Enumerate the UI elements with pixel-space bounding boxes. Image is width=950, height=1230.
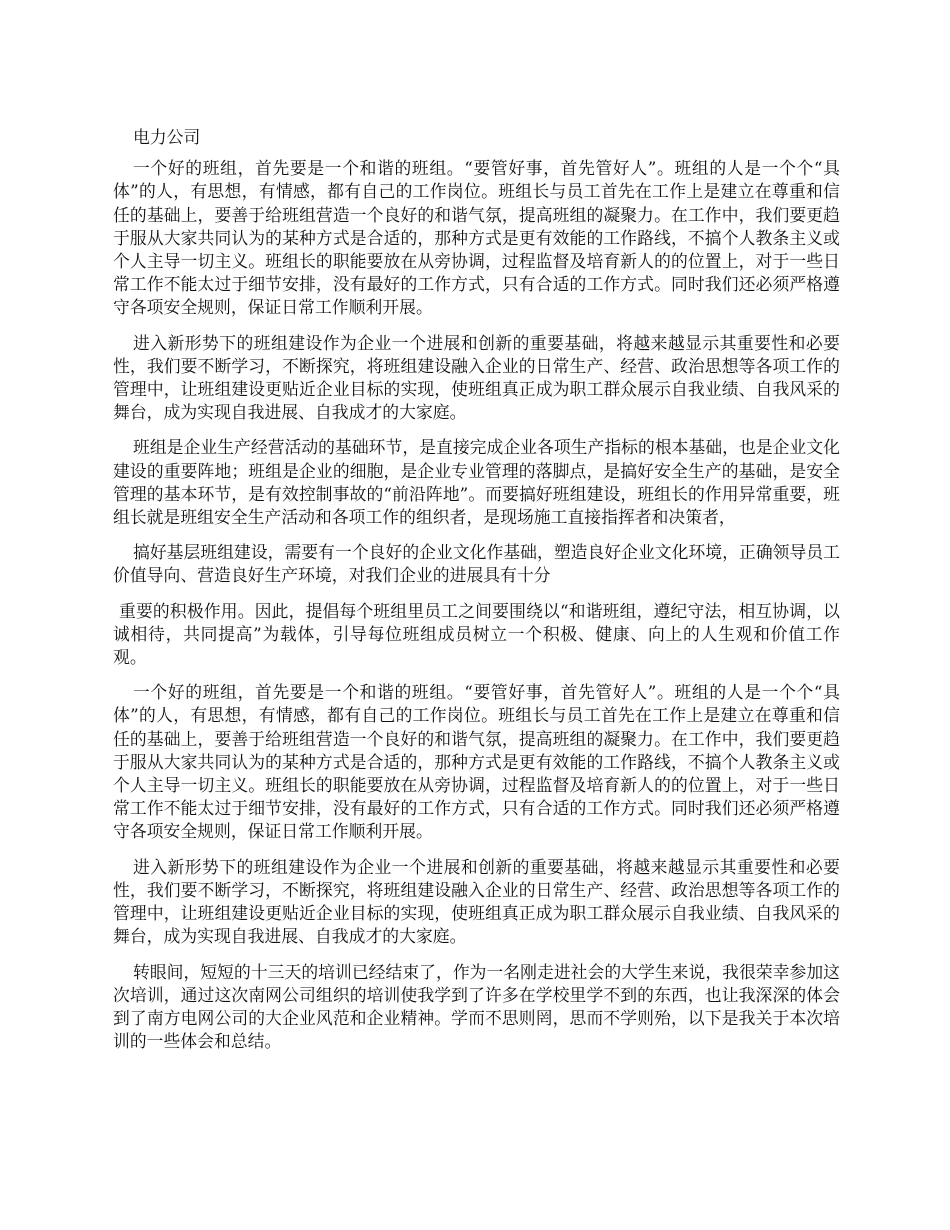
document-heading: 电力公司 [133, 127, 201, 147]
paragraph-2: 进入新形势下的班组建设作为企业一个进展和创新的重要基础，将越来越显示其重要性和必要性，我们要不断学习，不断探究，将班组建设融入企业的日常生产、经营、政治思想等各项工作的管理中，让班组建设更贴近企业目标的实现，使班组真正成为职工群众展示自我业绩、自我风采的舞台，成为实现自我进展、自我成才的大家庭。 [113, 332, 840, 423]
paragraph-3: 班组是企业生产经营活动的基础环节，是直接完成企业各项生产指标的根本基础，也是企业文化建设的重要阵地；班组是企业的细胞，是企业专业管理的落脚点，是搞好安全生产的基础，是安全管理的基本环节，是有效控制事故的“前沿阵地”。而要搞好班组建设，班组长的作用异常重要，班组长就是班组安全生产活动和各项工作的组织者，是现场施工直接指挥者和决策者， [113, 437, 840, 528]
paragraph-6: 一个好的班组，首先要是一个和谐的班组。“要管好事，首先管好人”。班组的人是一个个“具体”的人，有思想，有情感，都有自己的工作岗位。班组长与员工首先在工作上是建立在尊重和信任的基础上，要善于给班组营造一个良好的和谐气氛，提高班组的凝聚力。在工作中，我们要更趋于服从大家共同认为的某种方式是合适的，那种方式是更有效能的工作路线，不搞个人教条主义或个人主导一切主义。班组长的职能要放在从旁协调，过程监督及培育新人的的位置上，对于一些日常工作不能太过于细节安排，没有最好的工作方式，只有合适的工作方式。同时我们还必须严格遵守各项安全规则，保证日常工作顺利开展。 [113, 682, 840, 842]
paragraph-4: 搞好基层班组建设，需要有一个良好的企业文化作基础，塑造良好企业文化环境，正确领导员工价值导向、营造良好生产环境，对我们企业的进展具有十分 [113, 542, 840, 586]
paragraph-1: 一个好的班组，首先要是一个和谐的班组。“要管好事，首先管好人”。班组的人是一个个“具体”的人，有思想，有情感，都有自己的工作岗位。班组长与员工首先在工作上是建立在尊重和信任的基础上，要善于给班组营造一个良好的和谐气氛，提高班组的凝聚力。在工作中，我们要更趋于服从大家共同认为的某种方式是合适的，那种方式是更有效能的工作路线，不搞个人教条主义或个人主导一切主义。班组长的职能要放在从旁协调，过程监督及培育新人的的位置上，对于一些日常工作不能太过于细节安排，没有最好的工作方式，只有合适的工作方式。同时我们还必须严格遵守各项安全规则，保证日常工作顺利开展。 [113, 158, 840, 318]
paragraph-7: 进入新形势下的班组建设作为企业一个进展和创新的重要基础，将越来越显示其重要性和必要性，我们要不断学习，不断探究，将班组建设融入企业的日常生产、经营、政治思想等各项工作的管理中，让班组建设更贴近企业目标的实现，使班组真正成为职工群众展示自我业绩、自我风采的舞台，成为实现自我进展、自我成才的大家庭。 [113, 856, 840, 947]
paragraph-5: 重要的积极作用。因此，提倡每个班组里员工之间要围绕以“和谐班组，遵纪守法，相互协调，以诚相待，共同提高”为载体，引导每位班组成员树立一个积极、健康、向上的人生观和价值工作观。 [113, 600, 840, 668]
paragraph-8: 转眼间，短短的十三天的培训已经结束了，作为一名刚走进社会的大学生来说，我很荣幸参加这次培训，通过这次南网公司组织的培训使我学到了许多在学校里学不到的东西，也让我深深的体会到了南方电网公司的大企业风范和企业精神。学而不思则罔，思而不学则殆，以下是我关于本次培训的一些体会和总结。 [113, 961, 840, 1052]
document-body [113, 126, 840, 1065]
